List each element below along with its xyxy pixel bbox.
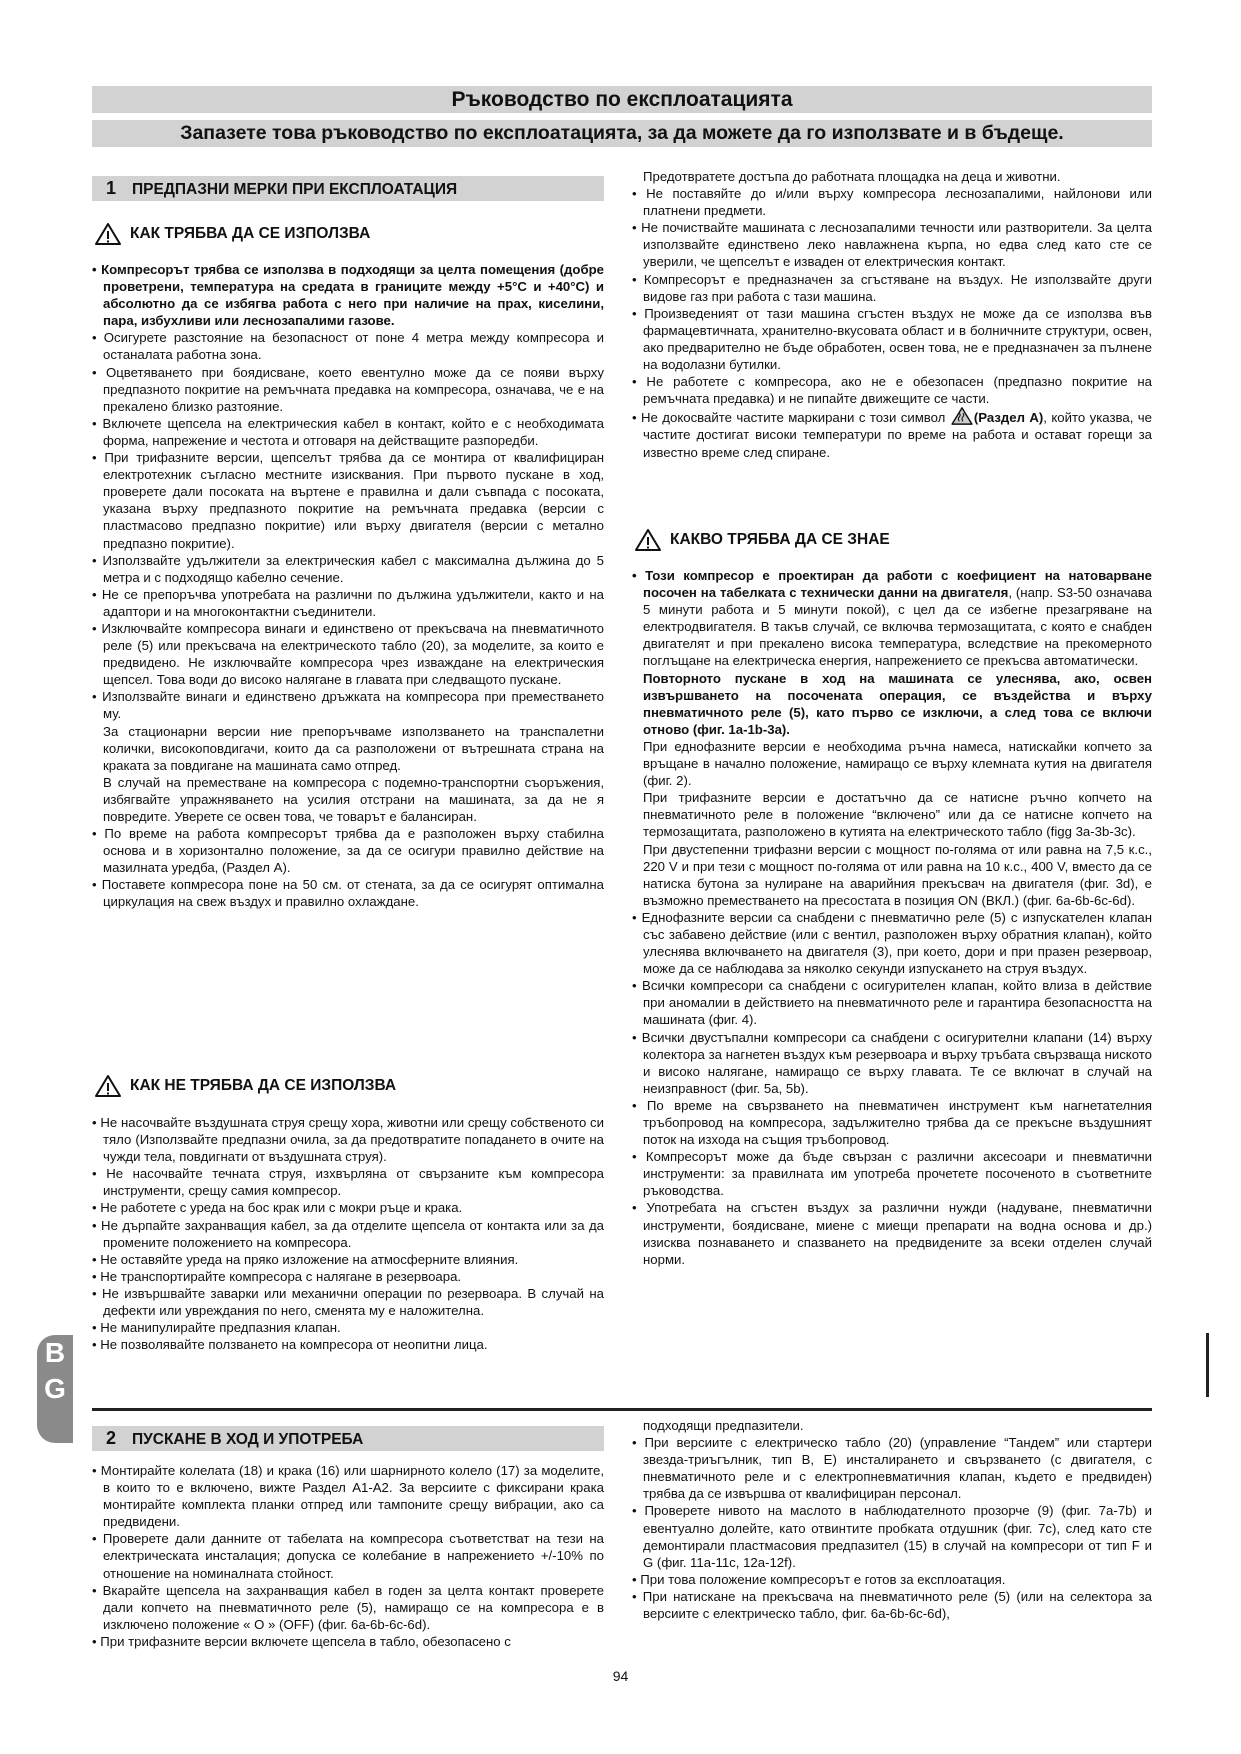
warning-triangle-icon xyxy=(634,528,662,552)
list-item: • Не манипулирайте предпазния клапан. xyxy=(92,1320,341,1336)
hot-surface-icon xyxy=(950,407,974,425)
list-item: • Компресорът може да бъде свързан с различни аксесоари и пневматични инструменти: за правилната им употреба прочетете посоченото в съответните ръководства. xyxy=(632,1149,1152,1199)
language-tab-letter-2: G xyxy=(44,1373,66,1404)
list-item xyxy=(632,567,1152,670)
page-subtitle: Запазете това ръководство по експлоатацията, за да можете да го използвате и в бъдеще. xyxy=(92,120,1152,147)
how-to-use-heading xyxy=(94,222,370,248)
list-item: • При това положение компресорът е готов за експлоатация. xyxy=(632,1571,1006,1587)
list-item: • Не се препоръчва употребата на различни по дължина удължители, както и на адаптори и на многоконтактни съединители. xyxy=(92,586,604,619)
list-item: • Не работете с компресора, ако не е обезопасен (предпазно покритие на ремъчната предавка) и не пипайте движещите се части. xyxy=(632,374,1152,407)
list-item: При еднофазните версии е необходима ръчна намеса, натискайки копчето за връщане в начално положение, намиращо се върху клемната кутия на двигателя (фиг. 2). xyxy=(643,738,1152,789)
list-item: • Проверете нивото на маслото в наблюдателното прозорче (9) (фиг. 7a-7b) и евентуално долейте, като отвинтите пробката отдушник (фиг. 7c), след като сте демонтирали пластмасовия предпазител (15) в случай на компресори от тип F и G (фиг. 11a-11c, 12a-12f). xyxy=(632,1503,1152,1570)
list-item: • Използвайте удължители за електрическия кабел с максимална дължина до 5 метра и с подходящо кабелно сечение. xyxy=(92,552,604,585)
list-item: • Вкарайте щепсела на захранващия кабел в годен за целта контакт проверете дали копчето на пневматичното реле (5), намиращо се на компресора е в изключено положение « O » (OFF) (фиг. 6a-6b-6c-6d). xyxy=(92,1582,604,1632)
list-item: • Включете щепсела на електрическия кабел в контакт, който е с необходимата форма, напрежение и честота и отговаря на действащите разпоредби. xyxy=(92,415,604,448)
list-item: • Компресорът трябва се използва в подходящи за целта помещения (добре проветрени, температура на средата в границите между +5°C и +40°C) и абсолютно да се избягва работа с него при наличие на прах, киселини, пара, избухливи или леснозапалими газове. xyxy=(92,262,604,329)
list-item: При двустепенни трифазни версии с мощност по-голяма от или равна на 7,5 к.с., 220 V и при тези с мощност по-голяма от или равна на 10 к.с., 400 V, вместо да се натиска бутона за нулиране на аварийния прекъсвач на двигателя (фиг. 3d), е възможно преместването на пресостата в позиция ON (ВКЛ.) (фиг. 6a-6b-6c-6d). xyxy=(643,841,1152,908)
duty-cycle-text: , (напр. S3-50 означава 5 минути работа и 5 минути покой), с цел да се избегне презагряване на електродвигателя. В такъв случай, се включва термозащитата, с която е снабден двигателят и при прекалено висока температура, вследствие на прекомерното поглъщане на електрическа енергия, напрежението се прекъсва автоматически. xyxy=(643,585,1152,669)
list-item: • По време на работа компресорът трябва да е разположен върху стабилна основа и в хоризонтално положение, за да се осигури правилно действие на мазилната уредба, (Раздел А). xyxy=(92,826,604,876)
warning-triangle-icon xyxy=(94,1074,122,1098)
list-item: • Всички двустъпални компресори са снабдени с осигурителни клапани (14) върху колектора за нагнетен въздух към резервоара и върху тръбата свързваща ниското и високо налягане, намиращо се върху главата. Те се включат в случай на неизправност (фиг. 5а, 5b). xyxy=(632,1029,1152,1096)
list-item: • Поставете копмресора поне на 50 см. от стената, за да се осигурят оптимална циркулация на свеж въздух и правилно охлаждане. xyxy=(92,877,604,910)
list-item: • Употребата на сгъстен въздух за различни нужди (надуване, пневматични инструменти, боядисване, миене с миещи препарати на водна основа и др.) изисква познаването и спазването на предвидените за всеки отделен случай норми. xyxy=(632,1200,1152,1267)
what-to-know-heading xyxy=(634,528,890,554)
warning-triangle-icon xyxy=(94,222,122,246)
right-column-precautions xyxy=(632,168,1152,461)
list-item: • Изключвайте компресора винаги и единствено от прекъсвача на пневматичното реле (5) или прекъсвача на електрическото табло (20), за моделите, за които е предвидено. Не изключвайте компресора чрез изваждане на електрическия щепсел. Това води до високо налягане в главата при следващото пускане. xyxy=(92,620,604,688)
section-1-number: 1 xyxy=(105,178,116,198)
list-item: • При трифазните версии, щепселът трябва да се монтира от квалифициран електротехник съгласно местните изисквания. При първото пускане в ход, проверете дали посоката на въртене е правилна и дали съвпада с посоката, указана върху предпазното покритие на ремъчната предавка (версии с пластмасово предпазно покритие) или върху двигателя (версии с метално предпазно покритие). xyxy=(92,450,604,551)
list-item: • Не почиствайте машината с леснозапалими течности или разтворители. За целта използвайте единствено леко навлажнена кърпа, но едва след като сте се уверили, че щепселът е изваден от електрическия контакт. xyxy=(632,220,1152,270)
section-1-title: ПРЕДПАЗНИ МЕРКИ ПРИ ЕКСПЛОАТАЦИЯ xyxy=(132,181,458,198)
list-item: • Оцветяването при боядисване, което евентулно може да се появи върху предпазното покритие на ремъчната предавка на компресора, означава, че е на прекалено близко разтояние. xyxy=(92,364,604,414)
hot-parts-text: • Не докосвайте частите маркирани с този символ xyxy=(632,410,946,426)
list-item xyxy=(632,407,1152,460)
list-item: • По време на свързването на пневматичен инструмент към нагнетателния тръбопровод на компресора, задължително трябва да се прекъсне въздушният поток на изхода на същия тръбопровод. xyxy=(632,1097,1152,1148)
list-item: • Не транспортирайте компресора с налягане в резервоара. xyxy=(92,1268,462,1284)
section-2-header xyxy=(92,1426,604,1451)
list-item: • При натискане на прекъсвача на пневматичното реле (5) (или на селектора за версиите с електрическо табло, фиг. 6a-6b-6c-6d), xyxy=(632,1588,1152,1622)
list-item: За стационарни версии ние препоръчваме използването на транспалетни колички, високоповдигачи, които да са разположени от вътрешната страна на краката за повдигане на машината само отпред. xyxy=(103,723,604,773)
list-item: • При версиите с електрическо табло (20) (управление “Тандем” или стартери звезда-триъгълник, тип В, Е) инсталирането и свързването (с двигателя, с пневматичното реле и с електропневматичния клапан, където е предвиден) трябва да се извършва от квалифициран персонал. xyxy=(632,1435,1152,1502)
page-title: Ръководство по експлоатацията xyxy=(92,86,1152,113)
what-to-know-title: КАКВО ТРЯБВА ДА СЕ ЗНАЕ xyxy=(670,531,890,549)
list-item: • Всички компресори са снабдени с осигурителен клапан, който влиза в действие при аномалии в действието на пневматичното реле и гарантира безопасността на машината (фиг. 4). xyxy=(632,978,1152,1028)
list-item: • При трифазните версии включете щепсела в табло, обезопасено с xyxy=(92,1633,511,1649)
how-not-to-use-heading xyxy=(94,1074,396,1100)
language-tab xyxy=(37,1335,73,1443)
list-item: • Използвайте винаги и единствено дръжката на компресора при преместването му. xyxy=(92,689,604,722)
section-2-left-list xyxy=(92,1462,604,1650)
list-item: • Монтирайте колелата (18) и крака (16) или шарнирното колело (17) за моделите, в които то е включено, вижте Раздел А1-А2. За версиите с фиксирани крака монтирайте комплекта планки отпред или тампоните срещу вибрации, ако са предвидени. xyxy=(92,1463,604,1530)
list-item: • Не позволявайте ползването на компресора от неопитни лица. xyxy=(92,1337,488,1353)
list-item: • Не дърпайте захранващия кабел, за да отделите щепсела от контакта или за да промените положението на компресора. xyxy=(92,1217,604,1250)
list-item: подходящи предпазители. xyxy=(643,1418,804,1433)
list-item: • Не поставяйте до и/или върху компресора леснозапалими, найлонови или платнени предмети. xyxy=(632,186,1152,219)
section-2-number: 2 xyxy=(105,1428,116,1448)
list-item: Повторното пускане в ход на машината се улеснява, ако, освен извършването на посочената операция, се въздейства и върху пневматичното реле (5), като първо се изключи, а след това се включи отново (фиг. 1а-1b-3а). xyxy=(643,670,1152,737)
hot-parts-ref: (Раздел А) xyxy=(973,410,1044,426)
hot-parts-rest: , който указва, че частите достигат високи температури по време на работа и остават горещи за известно време след спиране. xyxy=(643,410,1153,460)
list-item: • Не насочвайте течната струя, изхвърляна от свързаните към компресора инструменти, срещу самия компресор. xyxy=(92,1166,604,1199)
list-item: • Осигурете разстояние на безопасност от поне 4 метра между компресора и останалата работна зона. xyxy=(92,330,604,363)
list-item: • Не насочвайте въздушната струя срещу хора, животни или срещу собственото си тяло (Използвайте предпазни очила, за да предотвратите попадането в очите на чужди тела, повдигнати от въздушната струя). xyxy=(92,1115,604,1165)
duty-cycle-bold: • Този компресор е проектиран да работи с коефициент на натоварване посочен на табелката с технически данни на двигателя xyxy=(632,568,1152,601)
how-to-use-list xyxy=(92,261,604,911)
section-1-header xyxy=(92,176,604,201)
what-to-know-list xyxy=(632,567,1152,1268)
edge-mark xyxy=(1206,1333,1209,1397)
list-item: • Проверете дали данните от табелата на компресора съответстват на тези на електрическата инсталация; допуска се колебание в напрежението +/-10% по отношение на номиналната стойност. xyxy=(92,1531,604,1581)
page-number: 94 xyxy=(612,1668,629,1684)
list-item: • Еднофазните версии са снабдени с пневматично реле (5) с изпускателен клапан със забавено действие (или с вентил, разположен върху обратния клапан), който улеснява включването на двигателя (3), при което, дори и при празен резервоар, може да се наблюдава за няколко секунди изпускането на струя въздух. xyxy=(632,909,1152,977)
list-item: • Не работете с уреда на бос крак или с мокри ръце и крака. xyxy=(92,1200,463,1216)
list-item: Предотвратете достъпа до работната площадка на деца и животни. xyxy=(643,169,1061,184)
section-divider xyxy=(92,1408,1152,1411)
list-item: При трифазните версии е достатъчно да се натисне ръчно копчето на пневматичното реле в положение “включено” или да се натисне копчето на термозащитата, разположено в кутията на електрическото табло (figg 3а-3b-3c). xyxy=(643,790,1152,840)
how-to-use-title: КАК ТРЯБВА ДА СЕ ИЗПОЛЗВА xyxy=(130,225,371,243)
list-item: • Не извършвайте заварки или механични операции по резервоара. В случай на дефекти или увреждания по него, сменята му е наложителна. xyxy=(92,1285,604,1319)
section-2-right-list xyxy=(632,1417,1152,1622)
list-item: В случай на преместване на компресора с подемно-транспортни съоръжения, избягвайте упражняването на усилия отстрани на машината, за да не я повредите. Уверете се освен това, че товарът е балансиран. xyxy=(103,774,604,824)
list-item: • Произведеният от тази машина сгъстен въздух не може да се използва във фармацевтичната, хранително-вкусовата област и в болничните структури, освен, ако предварително не бъде обработен, освен това, не е предназначен за пълнене на водолазни бутилки. xyxy=(632,305,1152,373)
language-tab-letter-1: B xyxy=(44,1337,66,1368)
list-item: • Не оставяйте уреда на пряко изложение на атмосферните влияния. xyxy=(92,1251,519,1267)
how-not-to-use-title: КАК НЕ ТРЯБВА ДА СЕ ИЗПОЛЗВА xyxy=(130,1077,397,1095)
how-not-to-use-list xyxy=(92,1114,604,1353)
section-2-title: ПУСКАНЕ В ХОД И УПОТРЕБА xyxy=(132,1431,364,1448)
list-item: • Компресорът е предназначен за сгъстяване на въздух. Не използвайте други видове газ при работа с тази машина. xyxy=(632,271,1152,304)
